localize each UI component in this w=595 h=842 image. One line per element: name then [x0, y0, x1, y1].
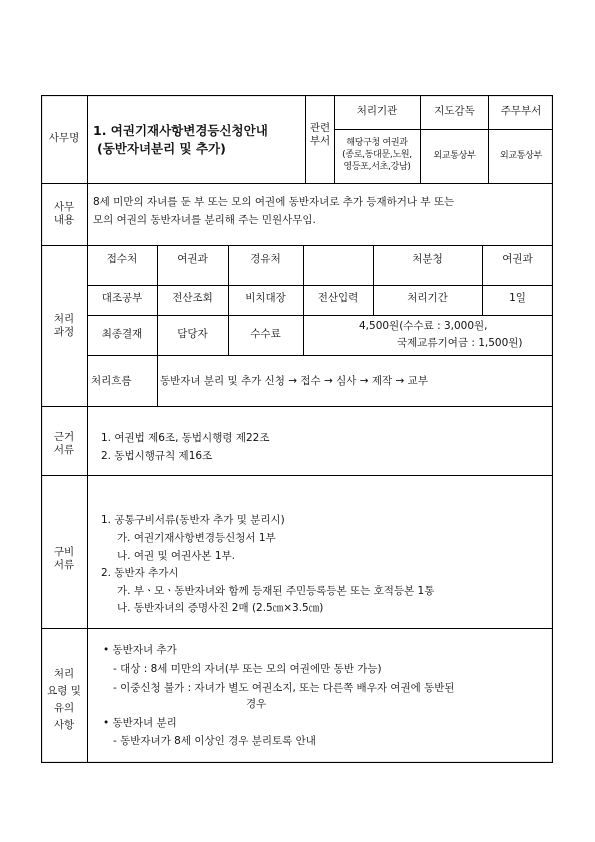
value-processing-agency: 해당구청 여권과 (종로,동대문,노원, 영등포,서초,강남) — [342, 138, 412, 172]
basis-item: 2. 동법시행규칙 제16조 — [101, 450, 213, 462]
note-line: • 동반자녀 추가 — [103, 644, 177, 656]
cell-db-lookup: 전산조회 — [172, 292, 213, 304]
page-subtitle: (동반자녀분리 및 추가) — [97, 141, 226, 156]
note-line: 경우 — [246, 698, 267, 710]
cell-via-label: 경유처 — [250, 253, 281, 265]
cell-disposition-label: 처분청 — [412, 253, 443, 265]
doc-line: 가. 부ㆍ모ㆍ동반자녀와 함께 등재된 주민등록등본 또는 호적등본 1통 — [117, 585, 435, 597]
content-text-line2: 모의 여권의 동반자녀를 분리해 주는 민원사무임. — [93, 214, 316, 226]
cell-person-in-charge: 담당자 — [177, 328, 208, 340]
flow-text: 동반자녀 분리 및 추가 신청 → 접수 → 심사 → 제작 → 교부 — [160, 375, 428, 387]
doc-line: 나. 동반자녀의 증명사진 2매 (2.5㎝×3.5㎝) — [117, 602, 324, 614]
cell-receipt-value: 여권과 — [177, 253, 208, 265]
col-header-main-dept: 주무부서 — [500, 105, 542, 117]
label-content: 사무 내용 — [53, 201, 75, 226]
label-related-dept: 관련 부서 — [309, 122, 331, 147]
cell-fee-label: 수수료 — [250, 328, 281, 340]
label-basis: 근거 서류 — [53, 431, 75, 456]
col-header-supervision: 지도감독 — [434, 105, 475, 117]
label-office-name: 사무명 — [48, 132, 80, 144]
doc-line: 1. 공통구비서류(동반자 추가 및 분리시) — [101, 514, 285, 526]
cell-period-value: 1일 — [509, 292, 526, 304]
flow-label: 처리흐름 — [91, 375, 132, 387]
doc-line: 가. 여권기재사항변경등신청서 1부 — [117, 532, 276, 544]
cell-disposition-value: 여권과 — [502, 253, 533, 265]
note-line: - 동반자녀가 8세 이상인 경우 분리토록 안내 — [113, 735, 316, 747]
note-line: • 동반자녀 분리 — [103, 717, 177, 729]
fee-value-line1: 4,500원(수수료 : 3,000원, — [359, 320, 488, 332]
fee-value-line2: 국제교류기여금 : 1,500원) — [397, 337, 523, 349]
cell-receipt-label: 접수처 — [106, 253, 138, 265]
doc-line: 나. 여권 및 여권사본 1부. — [117, 550, 235, 562]
note-line: - 이중신청 불가 : 자녀가 별도 여권소지, 또는 다른쪽 배우자 여권에 동반된 — [113, 682, 455, 694]
note-line: - 대상 : 8세 미만의 자녀(부 또는 모의 여권에만 동반 가능) — [113, 663, 382, 675]
label-notes: 처리 요령 및 유의 사항 — [47, 668, 81, 731]
document-table — [41, 95, 553, 763]
basis-item: 1. 여권법 제6조, 동법시행령 제22조 — [101, 432, 270, 444]
cell-db-input: 전산입력 — [317, 292, 359, 304]
cell-ledger: 비치대장 — [245, 292, 286, 304]
cell-final-approval: 최종결재 — [101, 328, 143, 340]
col-header-processing-agency: 처리기관 — [356, 105, 398, 117]
content-text-line1: 8세 미만의 자녀를 둔 부 또는 모의 여권에 동반자녀로 추가 등재하거나 부 또는 — [93, 196, 455, 208]
page-title: 1. 여권기재사항변경등신청안내 — [93, 123, 268, 138]
cell-period-label: 처리기간 — [407, 292, 448, 304]
value-supervision: 외교통상부 — [433, 151, 476, 161]
label-required-docs: 구비 서류 — [53, 546, 75, 571]
doc-line: 2. 동반자 추가시 — [101, 567, 179, 579]
value-main-dept: 외교통상부 — [500, 151, 542, 161]
label-process: 처리 과정 — [53, 313, 75, 338]
cell-comparison: 대조공부 — [101, 292, 143, 304]
